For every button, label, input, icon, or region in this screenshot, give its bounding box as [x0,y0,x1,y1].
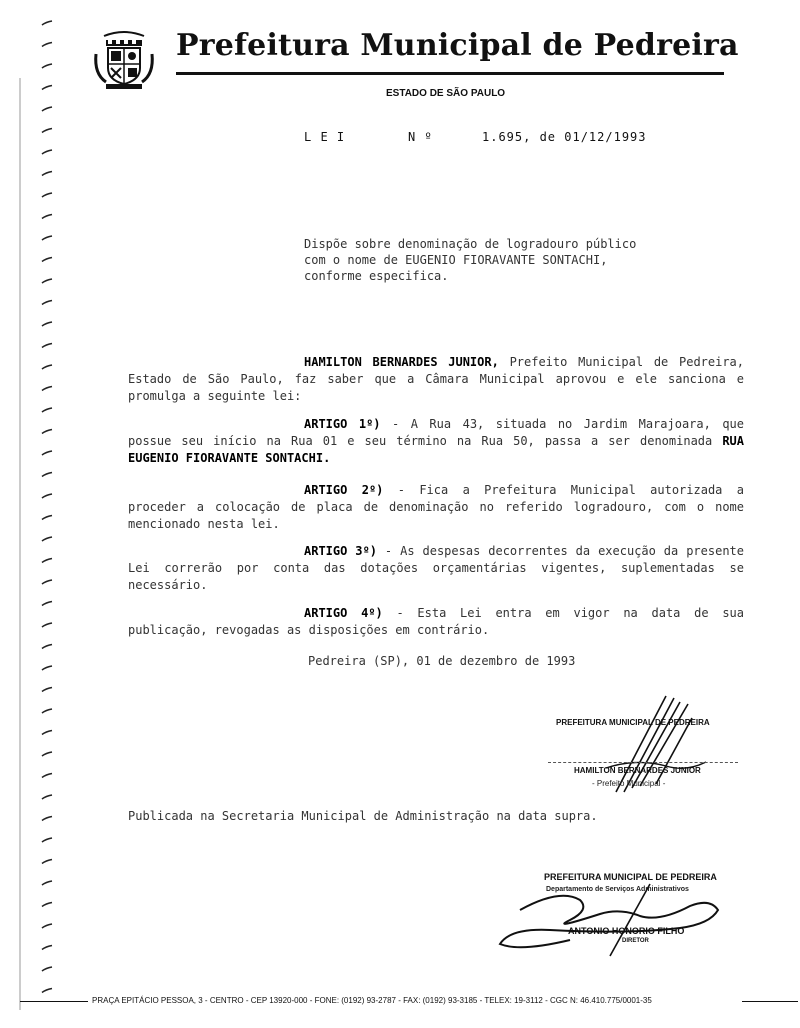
margin-tick [42,666,52,670]
letterhead-title: Prefeitura Municipal de Pedreira [176,28,739,63]
margin-tick [42,408,52,412]
margin-tick [42,387,52,391]
margin-tick [42,365,52,369]
margin-tick [42,602,52,606]
margin-tick [42,709,52,713]
signature-line [548,762,738,763]
article-label: ARTIGO 1º) [304,417,381,431]
margin-tick [42,21,52,25]
margin-tick [42,516,52,520]
margin-tick [42,881,52,885]
margin-tick [42,43,52,47]
article-paragraph [128,482,744,533]
municipal-crest-icon [92,30,156,94]
article-text: - A Rua 43, situada no Jardim Marajoara, que possue seu início na Rua 01 e seu término na Rua 50, passa a ser denominada [128,417,744,448]
margin-tick [42,86,52,90]
publication-note: Publicada na Secretaria Municipal de Administração na data supra. [128,809,598,823]
margin-tick [42,817,52,821]
letterhead-rule [176,72,724,75]
margin-tick [42,451,52,455]
article-paragraph [128,416,744,467]
margin-tick [42,301,52,305]
department-stamp: PREFEITURA MUNICIPAL DE PEDREIRA [544,872,717,882]
margin-tick [42,580,52,584]
mayor-name: HAMILTON BERNARDES JUNIOR, [304,355,499,369]
margin-tick [42,967,52,971]
director-signature-scribble [490,880,730,960]
margin-tick [42,795,52,799]
margin-tick [42,107,52,111]
ementa [304,236,744,284]
margin-tick [42,623,52,627]
margin-tick [42,774,52,778]
law-number-label: N º [408,130,433,144]
footer-rule [742,1001,798,1002]
margin-ticks [0,0,70,1028]
article-text: - Esta Lei entra em vigor na data de sua publicação, revogadas as disposições em contrário. [128,606,744,637]
margin-tick [42,258,52,262]
article-text: - As despesas decorrentes da execução da presente Lei correrão por conta das dotações orçamentárias vigentes, suplementadas se necessário. [128,544,745,592]
street-name: RUA EUGENIO FIORAVANTE SONTACHI. [128,434,744,465]
ementa-line: com o nome de EUGENIO FIORAVANTE SONTACHI, [304,253,608,267]
margin-tick [42,236,52,240]
margin-tick [42,946,52,950]
mayor-stamp: PREFEITURA MUNICIPAL DE PEDREIRA [556,718,710,727]
margin-tick [42,344,52,348]
article-paragraph [128,605,744,639]
state-name: ESTADO DE SÃO PAULO [386,88,506,99]
article-label: ARTIGO 3º) [304,544,377,558]
margin-tick [42,322,52,326]
law-type: L E I [304,130,346,144]
mayor-role: - Prefeito Municipal - [592,779,666,788]
article-label: ARTIGO 4º) [304,606,383,620]
margin-tick [42,129,52,133]
date-line: Pedreira (SP), 01 de dezembro de 1993 [308,654,576,668]
law-number: 1.695, de 01/12/1993 [482,130,647,144]
margin-tick [42,172,52,176]
footer-address: PRAÇA EPITÁCIO PESSOA, 3 - CENTRO - CEP 13920-000 - FONE: (0192) 93-2787 - FAX: (0192) 93-3185 - TELEX: 19-3112 - CGC N: 46.410.775/0001-35 [92,996,652,1005]
department-name: Departamento de Serviços Administrativos [546,886,689,893]
margin-tick [42,645,52,649]
margin-tick [42,537,52,541]
article-paragraph [128,543,744,594]
preamble-paragraph [128,354,744,405]
margin-tick [42,150,52,154]
margin-tick [42,688,52,692]
article-text: - Fica a Prefeitura Municipal autorizada a proceder a colocação de placa de denominação no referido logradouro, com o nome mencionado nesta lei. [128,483,744,531]
margin-tick [42,430,52,434]
margin-tick [42,64,52,68]
margin-tick [42,924,52,928]
margin-tick [42,860,52,864]
mayor-name-stamp: HAMILTON BERNARDES JUNIOR [574,766,701,775]
margin-tick [42,559,52,563]
margin-tick [42,838,52,842]
director-role: DIRETOR [622,938,649,944]
margin-tick [42,989,52,993]
margin-tick [42,279,52,283]
margin-tick [42,494,52,498]
margin-tick [42,193,52,197]
preamble-text: Prefeito Municipal de Pedreira, Estado de São Paulo, faz saber que a Câmara Municipal aprovou e ele sanciona e promulga a seguinte lei: [128,355,745,403]
margin-tick [42,473,52,477]
margin-tick [42,731,52,735]
ementa-line: Dispõe sobre denominação de logradouro público [304,237,637,251]
article-label: ARTIGO 2º) [304,483,384,497]
ementa-line: conforme especifica. [304,269,449,283]
footer-rule [20,1001,88,1002]
margin-tick [42,752,52,756]
margin-tick [42,903,52,907]
margin-tick [42,215,52,219]
director-name: ANTONIO HONORIO FILHO [568,926,685,936]
